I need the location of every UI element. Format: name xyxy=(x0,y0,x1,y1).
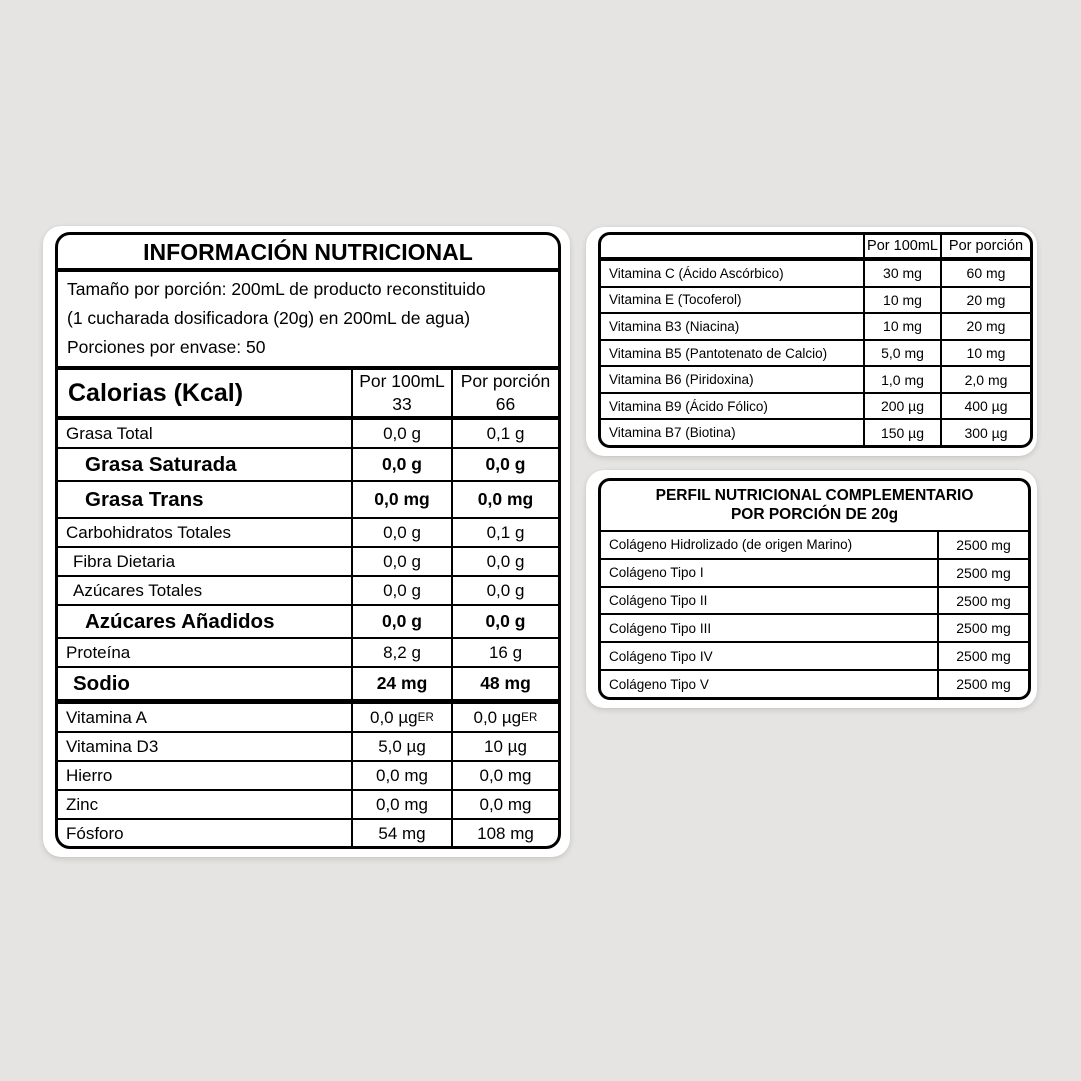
micronutrient-row xyxy=(58,820,558,847)
nutrient-per-serving-value: 0,0 mg xyxy=(451,482,558,517)
nutrient-label: Azúcares Totales xyxy=(73,580,203,600)
serving-size-line: Tamaño por porción: 200mL de producto reconstituido xyxy=(67,279,486,299)
nutrient-per-100ml-value: 0,0 g xyxy=(351,606,451,637)
collagen-value: 2500 mg xyxy=(937,671,1028,697)
nutrient-row xyxy=(58,606,558,639)
micronutrient-per-serving-value xyxy=(451,704,558,731)
vitamins-rows-section xyxy=(601,261,1030,445)
vitamin-row xyxy=(601,367,1030,394)
nutrient-row xyxy=(58,482,558,519)
micronutrient-row xyxy=(58,704,558,733)
vitamins-per-100ml-header: Por 100mL xyxy=(863,235,940,257)
perfil-complementario-card xyxy=(586,470,1037,708)
complementary-profile-table xyxy=(598,478,1031,700)
vitamin-row xyxy=(601,314,1030,341)
unit-suffix: ER xyxy=(417,711,434,724)
per-serving-column-header xyxy=(451,370,558,416)
nutrient-label: Azúcares Añadidos xyxy=(85,609,275,633)
micronutrient-per-serving-value xyxy=(451,733,558,760)
collagen-row xyxy=(601,615,1028,643)
nutrition-facts-table xyxy=(55,232,561,849)
vitamin-label: Vitamina C (Ácido Ascórbico) xyxy=(609,265,784,281)
micronutrient-per-100ml-value xyxy=(351,820,451,847)
micronutrient-label: Zinc xyxy=(66,794,99,814)
nutrient-per-serving-value: 0,1 g xyxy=(451,519,558,546)
collagen-value: 2500 mg xyxy=(937,532,1028,558)
micronutrient-per-100ml-value xyxy=(351,733,451,760)
micronutrient-per-serving-value xyxy=(451,762,558,789)
value-text: 0,0 mg xyxy=(376,765,428,785)
unit-suffix: ER xyxy=(521,711,538,724)
nutrient-per-serving-value: 0,0 g xyxy=(451,606,558,637)
vitamin-per-100ml-value: 150 µg xyxy=(863,420,940,445)
micronutrient-label: Vitamina A xyxy=(66,707,147,727)
per-serving-header-text: Por porción xyxy=(460,371,551,391)
micronutrient-row xyxy=(58,733,558,762)
collagen-label: Colágeno Tipo I xyxy=(609,565,704,581)
collagen-value: 2500 mg xyxy=(937,560,1028,586)
nutrient-per-100ml-value: 8,2 g xyxy=(351,639,451,666)
nutrient-per-100ml-value: 0,0 g xyxy=(351,420,451,447)
collagen-row xyxy=(601,643,1028,671)
calories-row xyxy=(58,370,558,420)
vitamins-per-serving-header: Por porción xyxy=(940,235,1030,257)
micronutrient-rows-section xyxy=(58,704,558,847)
vitamin-label: Vitamina B7 (Biotina) xyxy=(609,425,736,441)
collagen-value: 2500 mg xyxy=(937,643,1028,669)
vitamin-row xyxy=(601,394,1030,421)
micronutrient-label: Vitamina D3 xyxy=(66,736,159,756)
vitamin-row xyxy=(601,341,1030,368)
micronutrient-per-serving-value xyxy=(451,791,558,818)
value-text: 0,0 mg xyxy=(479,794,532,814)
vitamins-table-header-row xyxy=(601,235,1030,261)
collagen-label: Colágeno Hidrolizado (de origen Marino) xyxy=(609,537,853,553)
collagen-label: Colágeno Tipo IV xyxy=(609,648,713,664)
nutrition-facts-title: INFORMACIÓN NUTRICIONAL xyxy=(58,235,558,272)
nutrient-per-serving-value: 16 g xyxy=(451,639,558,666)
nutrient-per-serving-value: 48 mg xyxy=(451,668,558,699)
nutrient-row xyxy=(58,449,558,482)
value-text: 0,0 µg xyxy=(473,707,522,727)
nutrient-label: Grasa Trans xyxy=(85,487,204,511)
collagen-row xyxy=(601,560,1028,588)
value-text: 0,0 mg xyxy=(479,765,532,785)
nutrient-label: Grasa Total xyxy=(66,423,153,443)
vitamin-label: Vitamina B3 (Niacina) xyxy=(609,318,740,334)
nutrient-per-100ml-value: 0,0 g xyxy=(351,449,451,480)
vitamin-row xyxy=(601,420,1030,445)
vitamin-per-100ml-value: 10 mg xyxy=(863,288,940,313)
collagen-row xyxy=(601,671,1028,697)
value-text: 108 mg xyxy=(477,823,534,843)
nutrient-per-100ml-value: 0,0 g xyxy=(351,577,451,604)
nutrient-label: Fibra Dietaria xyxy=(73,551,176,571)
collagen-row xyxy=(601,588,1028,616)
micronutrient-per-100ml-value xyxy=(351,791,451,818)
vitamin-per-100ml-value: 200 µg xyxy=(863,394,940,419)
nutrient-row xyxy=(58,519,558,548)
nutrient-per-100ml-value: 0,0 g xyxy=(351,519,451,546)
nutrient-per-serving-value: 0,0 g xyxy=(451,449,558,480)
serving-info-block xyxy=(58,272,558,370)
vitamin-per-serving-value: 400 µg xyxy=(940,394,1030,419)
nutrient-per-serving-value: 0,0 g xyxy=(451,577,558,604)
vitamin-per-serving-value: 300 µg xyxy=(940,420,1030,445)
value-text: 5,0 µg xyxy=(378,736,426,756)
macronutrient-rows-section xyxy=(58,420,558,704)
collagen-label: Colágeno Tipo III xyxy=(609,620,712,636)
vitamin-per-serving-value: 10 mg xyxy=(940,341,1030,366)
micronutrient-per-100ml-value xyxy=(351,762,451,789)
micronutrient-per-100ml-value xyxy=(351,704,451,731)
vitamins-empty-header-cell xyxy=(601,235,863,257)
complementary-profile-title xyxy=(601,481,1028,532)
profile-title-line-1: PERFIL NUTRICIONAL COMPLEMENTARIO xyxy=(655,487,974,504)
calories-per-serving-value: 66 xyxy=(495,394,516,414)
vitamin-label: Vitamina B6 (Piridoxina) xyxy=(609,372,754,388)
micronutrient-row xyxy=(58,791,558,820)
vitamin-row xyxy=(601,288,1030,315)
vitamin-per-100ml-value: 30 mg xyxy=(863,261,940,286)
collagen-value: 2500 mg xyxy=(937,588,1028,614)
calories-label: Calorias (Kcal) xyxy=(68,378,244,407)
micronutrient-label: Hierro xyxy=(66,765,113,785)
nutrient-per-100ml-value: 0,0 g xyxy=(351,548,451,575)
vitamin-label: Vitamina B9 (Ácido Fólico) xyxy=(609,398,768,414)
collagen-label: Colágeno Tipo II xyxy=(609,593,708,609)
vitamin-per-serving-value: 20 mg xyxy=(940,288,1030,313)
value-text: 0,0 µg xyxy=(370,707,418,727)
vitamin-label: Vitamina B5 (Pantotenato de Calcio) xyxy=(609,345,828,361)
informacion-nutricional-card xyxy=(43,226,570,857)
vitamin-row xyxy=(601,261,1030,288)
vitamin-per-100ml-value: 10 mg xyxy=(863,314,940,339)
nutrient-label: Grasa Saturada xyxy=(85,452,237,476)
micronutrient-label: Fósforo xyxy=(66,823,124,843)
nutrient-per-serving-value: 0,1 g xyxy=(451,420,558,447)
value-text: 0,0 mg xyxy=(376,794,428,814)
micronutrient-per-serving-value xyxy=(451,820,558,847)
nutrient-label: Proteína xyxy=(66,642,131,662)
nutrient-per-100ml-value: 0,0 mg xyxy=(351,482,451,517)
vitamin-per-100ml-value: 1,0 mg xyxy=(863,367,940,392)
nutrient-label: Carbohidratos Totales xyxy=(66,522,232,542)
vitamin-label: Vitamina E (Tocoferol) xyxy=(609,292,742,308)
profile-title-line-2: POR PORCIÓN DE 20g xyxy=(730,506,899,523)
nutrient-per-serving-value: 0,0 g xyxy=(451,548,558,575)
vitamin-per-serving-value: 20 mg xyxy=(940,314,1030,339)
serving-prep-line: (1 cucharada dosificadora (20g) en 200mL de agua) xyxy=(67,308,471,328)
vitamin-per-100ml-value: 5,0 mg xyxy=(863,341,940,366)
calories-per-100ml-value: 33 xyxy=(392,394,412,414)
vitamins-table xyxy=(598,232,1033,448)
profile-rows-section xyxy=(601,532,1028,697)
collagen-label: Colágeno Tipo V xyxy=(609,676,709,692)
nutrient-row xyxy=(58,577,558,606)
nutrient-per-100ml-value: 24 mg xyxy=(351,668,451,699)
value-text: 54 mg xyxy=(378,823,426,843)
nutrient-row xyxy=(58,639,558,668)
nutrient-row xyxy=(58,420,558,449)
collagen-value: 2500 mg xyxy=(937,615,1028,641)
servings-per-container-line: Porciones por envase: 50 xyxy=(67,337,266,357)
vitamin-per-serving-value: 60 mg xyxy=(940,261,1030,286)
nutrient-row xyxy=(58,668,558,704)
value-text: 10 µg xyxy=(484,736,527,756)
vitamin-per-serving-value: 2,0 mg xyxy=(940,367,1030,392)
vitamins-table-card xyxy=(586,227,1037,456)
per-100ml-column-header xyxy=(351,370,451,416)
micronutrient-row xyxy=(58,762,558,791)
nutrient-row xyxy=(58,548,558,577)
per-100ml-header-text: Por 100mL xyxy=(359,371,445,391)
collagen-row xyxy=(601,532,1028,560)
nutrient-label: Sodio xyxy=(73,671,130,695)
